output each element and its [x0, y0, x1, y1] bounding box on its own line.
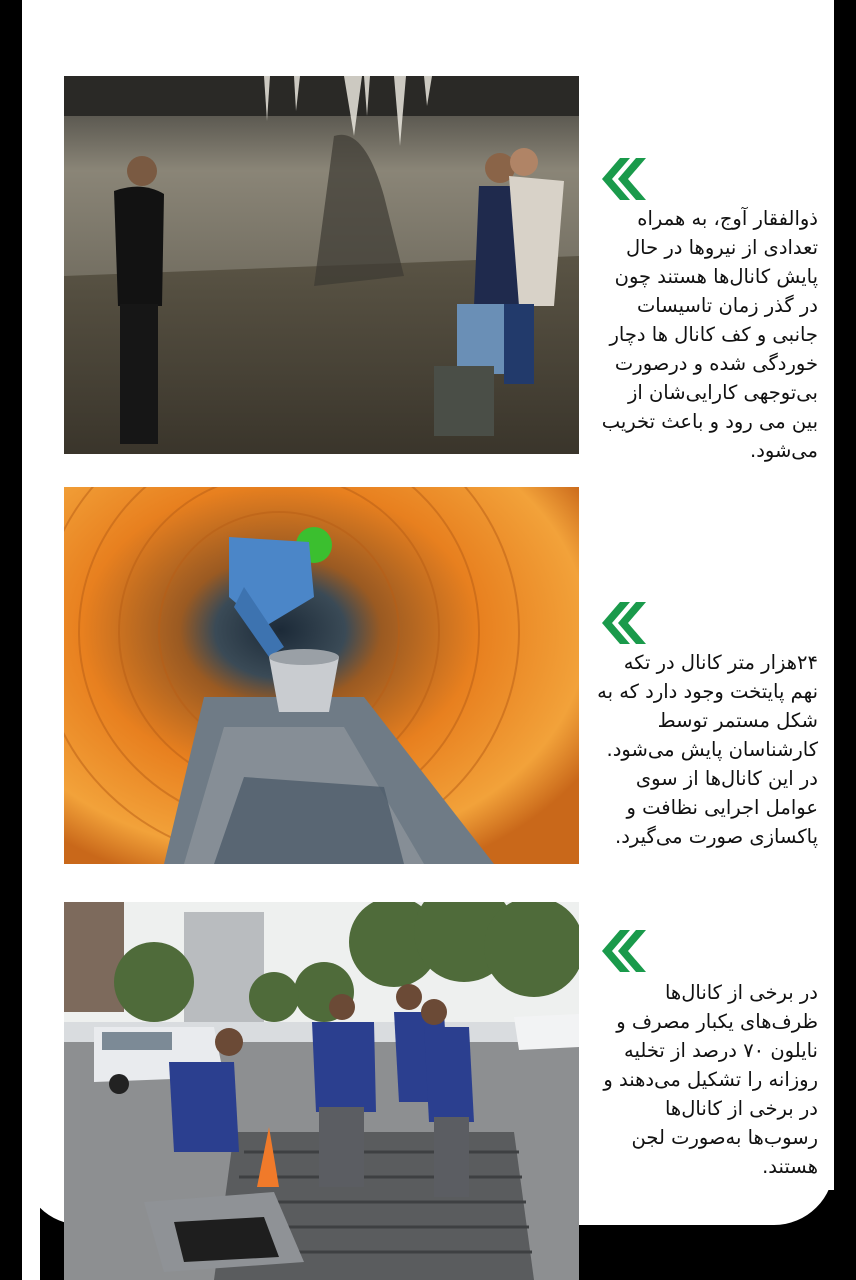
caption-channel-length: ۲۴هزار متر کانال در تکه نهم پایتخت وجود دارد که به شکل مستمر توسط کارشناسان پایش می‌شود. در این کانال‌ها از سوی عوامل اجرایی نظافت و پاکسازی صورت می‌گیرد. [597, 651, 818, 848]
caption-inspection: ذوالفقار آوج، به همراه تعدادی از نیروها در حال پایش کانال‌ها هستند چون در گذر زمان تاسیسات جانبی و کف کانال ها دچار خوردگی شده و درصورت بی‌توجهی کارایی‌شان از بین می رود و باعث تخریب می‌شود. [601, 207, 818, 462]
double-chevron-left-icon [600, 600, 646, 646]
pipe-cleaning-photo [64, 487, 579, 864]
caption-waste-composition: در برخی از کانال‌ها ظرف‌های یکبار مصرف و نایلون ۷۰ درصد از تخلیه روزانه را تشکیل می‌دهند و در برخی از کانال‌ها رسوب‌ها به‌صورت لجن هستند. [603, 981, 818, 1178]
page-frame-left [0, 0, 22, 1280]
double-chevron-left-icon [600, 156, 646, 202]
double-chevron-left-icon [600, 928, 646, 974]
channel-inspection-photo [64, 76, 579, 454]
street-drain-photo [64, 902, 579, 1280]
page-frame-right [834, 0, 856, 1190]
